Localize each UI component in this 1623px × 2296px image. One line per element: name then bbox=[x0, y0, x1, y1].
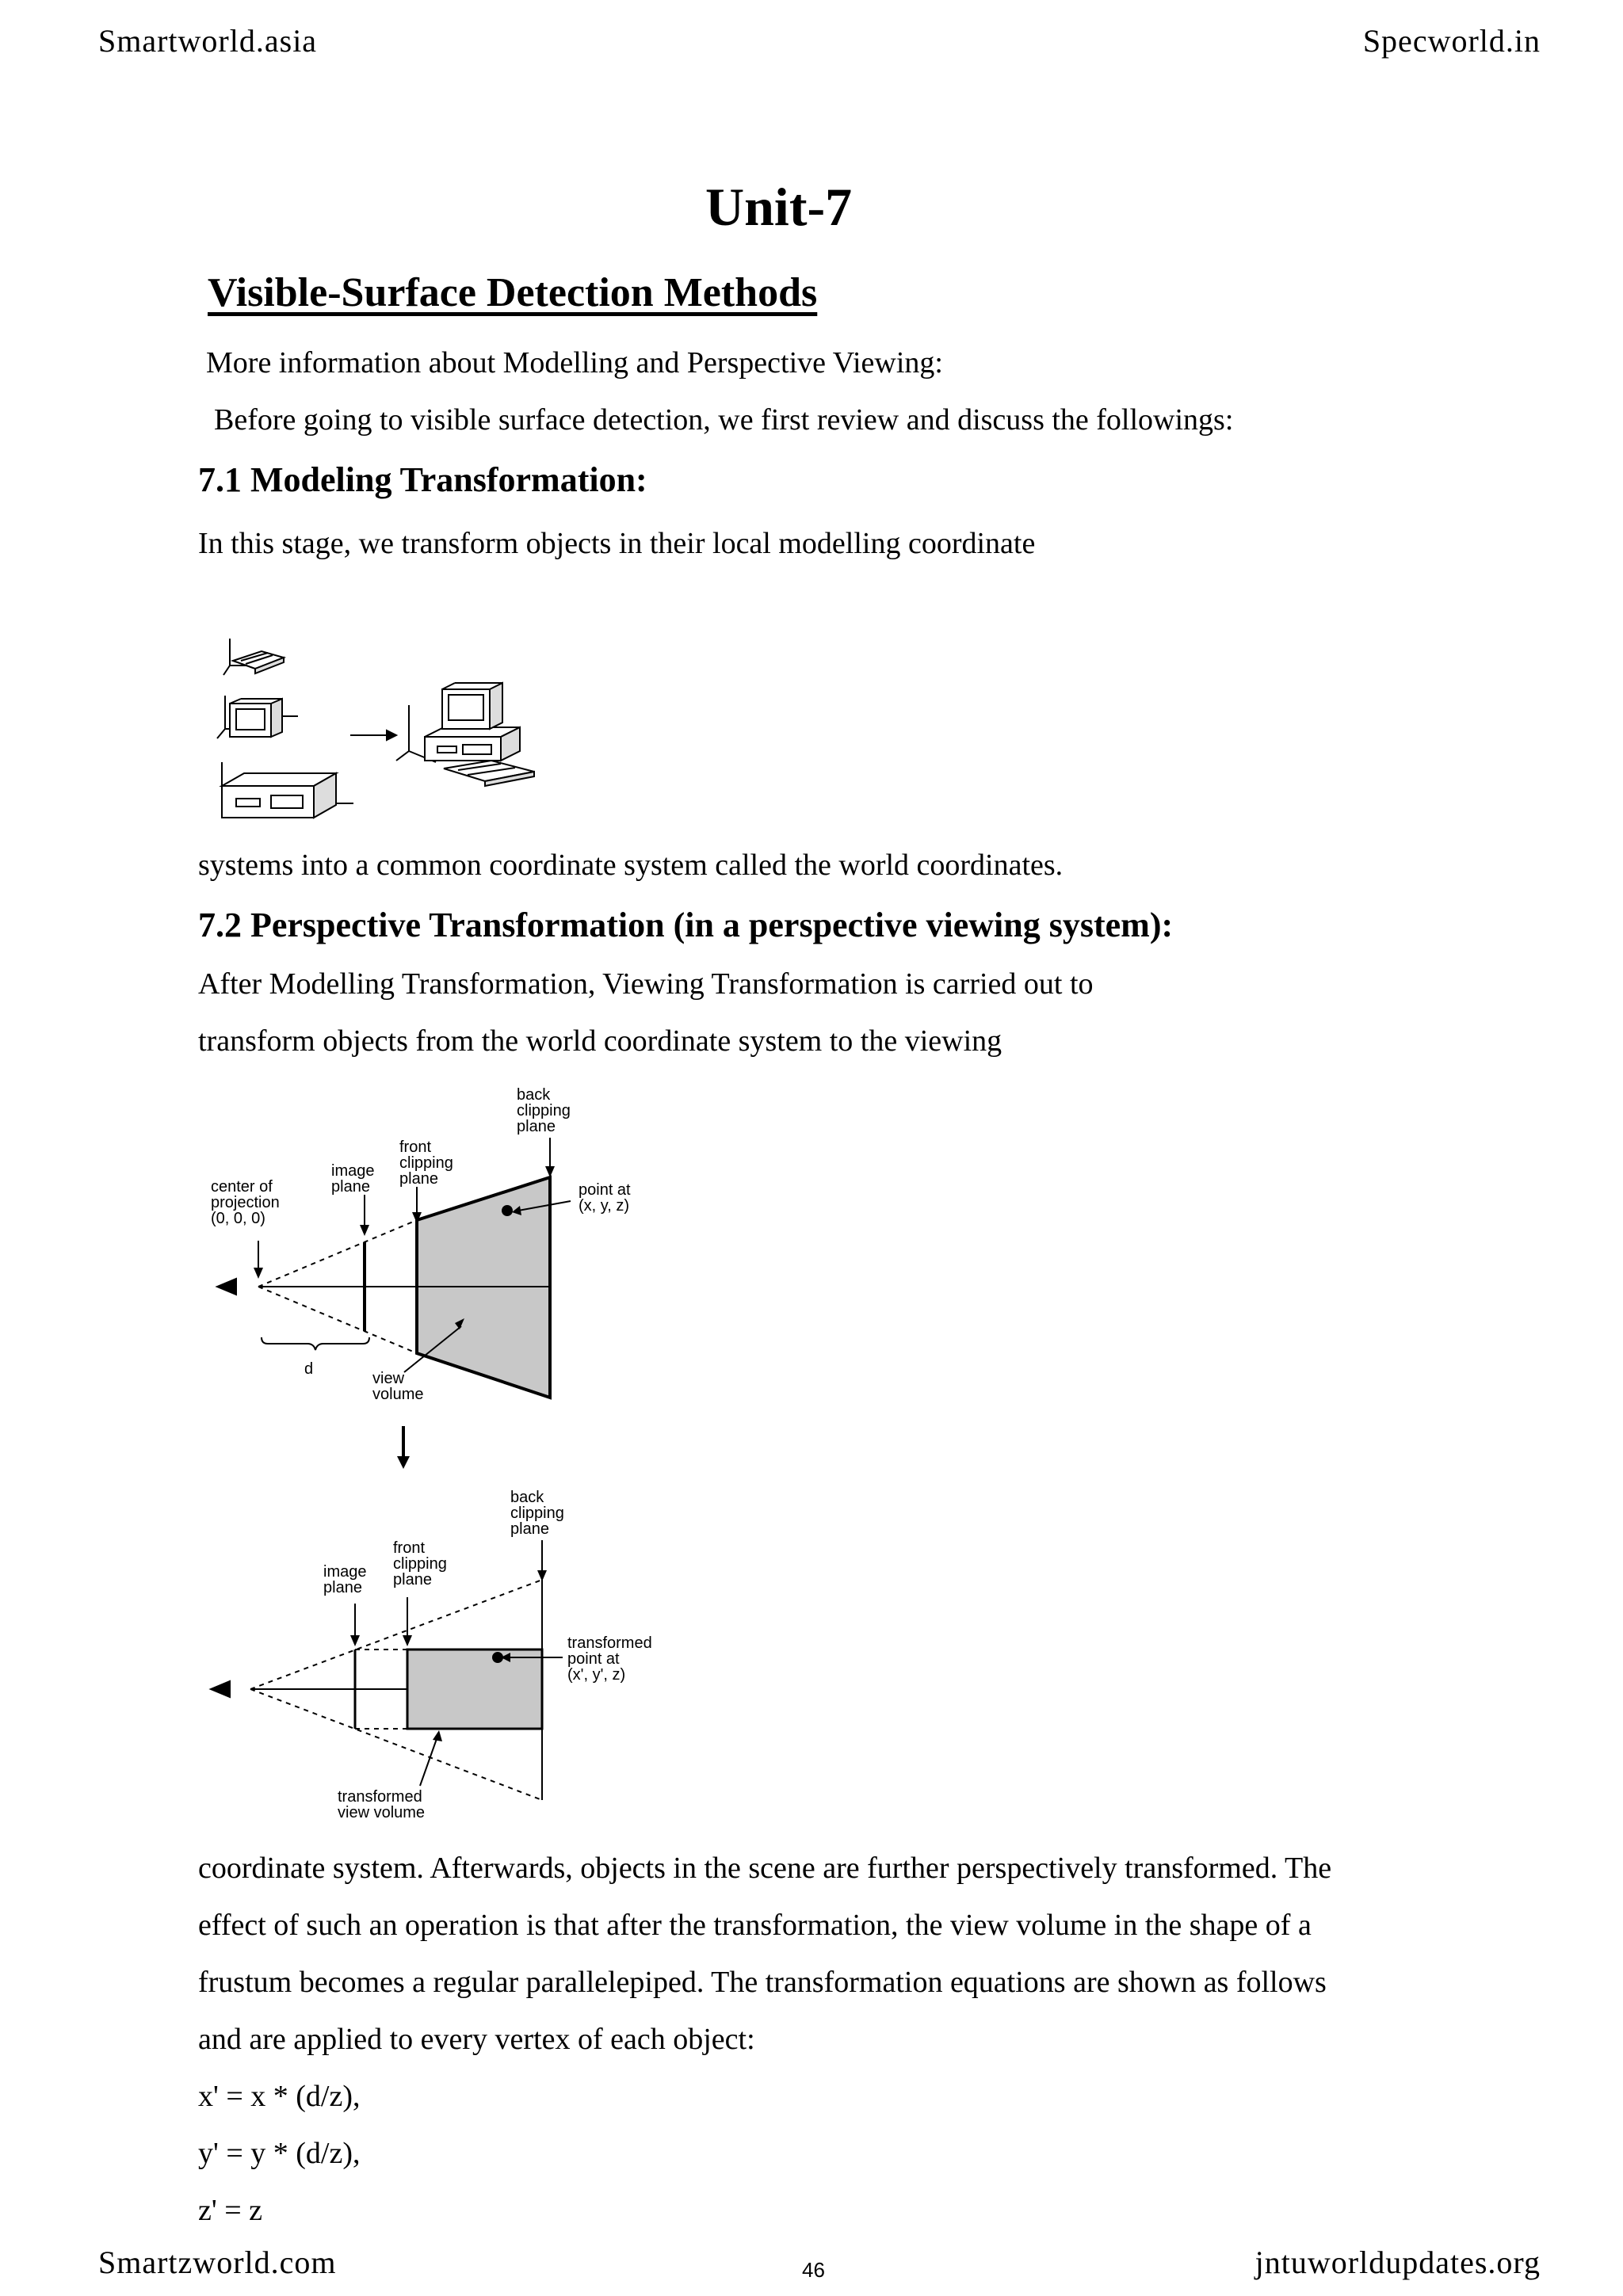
assembled-computer-illustration bbox=[396, 683, 534, 786]
bottom-image-plane-label: image plane bbox=[323, 1563, 367, 1596]
transformed-point-label: transformed point at (x', y', z) bbox=[567, 1634, 652, 1684]
intro-line-2: Before going to visible surface detection, we first review and discuss the followings: bbox=[214, 403, 1234, 437]
footer-right: jntuworldupdates.org bbox=[1254, 2245, 1541, 2280]
point-marker bbox=[502, 1206, 512, 1215]
footer-left: Smartzworld.com bbox=[98, 2245, 337, 2280]
section-7-1-heading: 7.1 Modeling Transformation: bbox=[198, 460, 647, 499]
section-7-2-para-line-2: effect of such an operation is that after the transformation, the view volume in the shape of a bbox=[198, 1909, 1312, 1942]
base-unit-part-illustration bbox=[222, 762, 353, 818]
perspective-view-figure bbox=[0, 1077, 713, 1458]
down-arrow-icon bbox=[391, 1425, 415, 1472]
section-7-2-heading: 7.2 Perspective Transformation (in a perspective viewing system): bbox=[198, 906, 1174, 944]
equation-y: y' = y * (d/z), bbox=[198, 2137, 361, 2170]
intro-line-1: More information about Modelling and Perspective Viewing: bbox=[206, 346, 943, 379]
keyboard-part-illustration bbox=[223, 639, 284, 675]
section-7-2-para-line-3: frustum becomes a regular parallelepiped. The transformation equations are shown as follows bbox=[198, 1966, 1327, 1999]
page-number: 46 bbox=[802, 2258, 825, 2282]
page-title: Unit-7 bbox=[705, 177, 853, 237]
eye-icon bbox=[211, 1681, 230, 1697]
main-heading: Visible-Surface Detection Methods bbox=[208, 270, 818, 315]
top-front-clipping-label: front clipping plane bbox=[399, 1138, 453, 1188]
point-at-label: point at (x, y, z) bbox=[579, 1181, 631, 1215]
header-left: Smartworld.asia bbox=[98, 23, 318, 59]
section-7-1-text-before: In this stage, we transform objects in their local modelling coordinate bbox=[198, 527, 1036, 560]
d-label: d bbox=[304, 1360, 314, 1378]
top-back-clipping-label: back clipping plane bbox=[517, 1086, 571, 1135]
section-7-2-para-line-1: coordinate system. Afterwards, objects in the scene are further perspectively transformed. The bbox=[198, 1852, 1332, 1885]
section-7-1-text-after: systems into a common coordinate system called the world coordinates. bbox=[198, 849, 1064, 882]
monitor-part-illustration bbox=[217, 696, 298, 738]
top-image-plane-label: image plane bbox=[331, 1162, 375, 1196]
bottom-back-clipping-label: back clipping plane bbox=[510, 1489, 564, 1538]
equation-z: z' = z bbox=[198, 2194, 263, 2227]
section-7-2-line-2: transform objects from the world coordinate system to the viewing bbox=[198, 1024, 1002, 1058]
view-volume-label: view volume bbox=[372, 1370, 424, 1403]
header-right: Specworld.in bbox=[1362, 23, 1541, 59]
equation-x: x' = x * (d/z), bbox=[198, 2080, 361, 2113]
eye-icon bbox=[217, 1279, 236, 1295]
section-7-2-para-line-4: and are applied to every vertex of each object: bbox=[198, 2023, 755, 2056]
bottom-front-clipping-label: front clipping plane bbox=[393, 1539, 447, 1589]
modeling-transformation-figure bbox=[206, 634, 555, 840]
center-of-projection-label: center of projection (0, 0, 0) bbox=[211, 1178, 280, 1227]
transformed-view-volume-label: transformed view volume bbox=[338, 1788, 426, 1821]
section-7-2-line-1: After Modelling Transformation, Viewing Transformation is carried out to bbox=[198, 967, 1094, 1001]
